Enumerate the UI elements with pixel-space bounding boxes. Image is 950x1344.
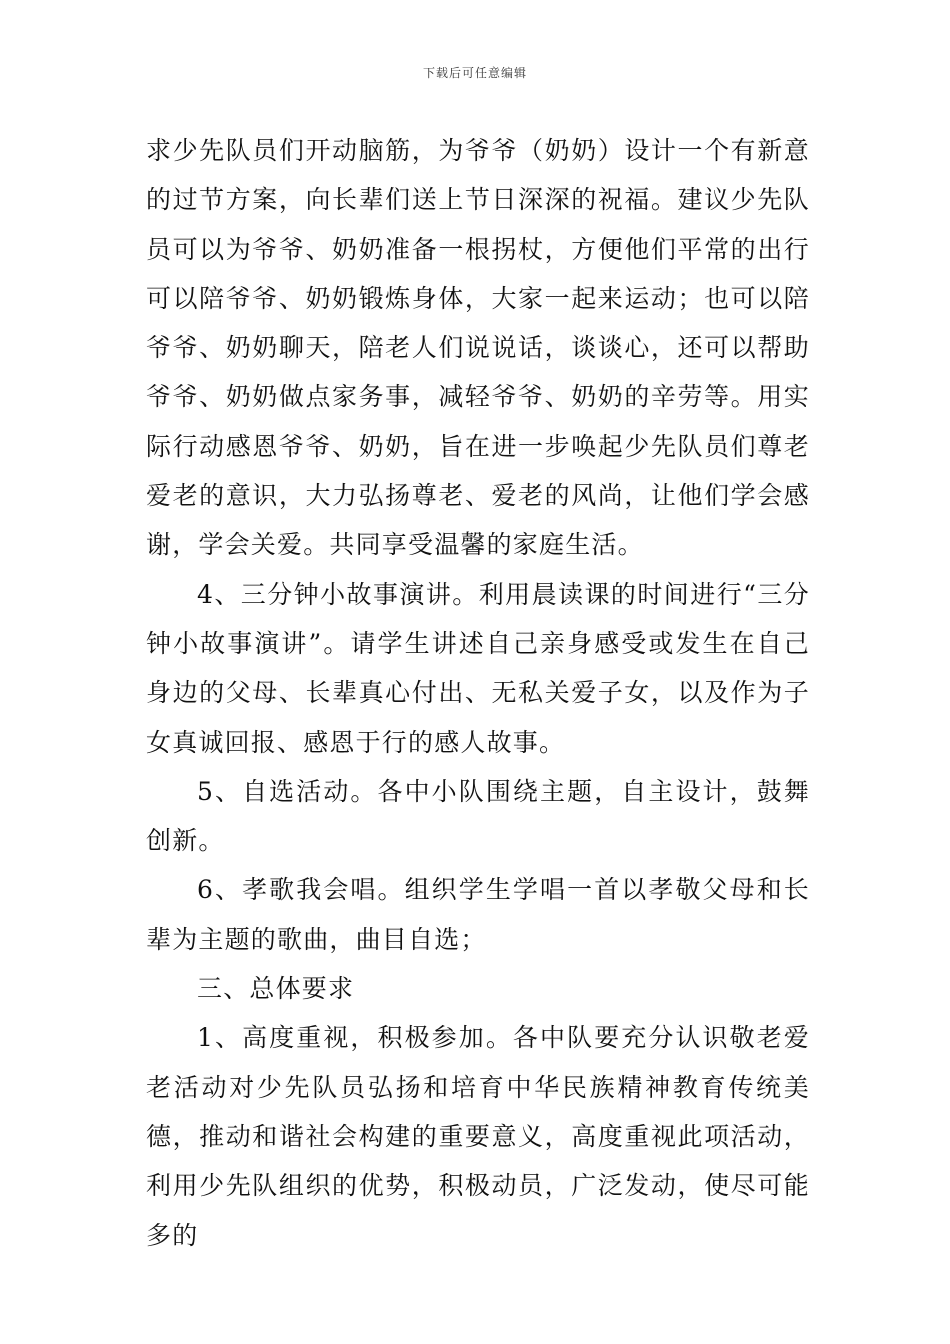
document-body xyxy=(146,126,810,1260)
paragraph-3: 5、自选活动。各中小队围绕主题，自主设计，鼓舞创新。 xyxy=(146,776,810,856)
paragraph-2: 4、三分钟小故事演讲。利用晨读课的时间进行“三分钟小故事演讲”。请学生讲述自己亲身感受或发生在自己身边的父母、长辈真心付出、无私关爱子女，以及作为子女真诚回报、感恩于行的感人故事。 xyxy=(146,579,810,757)
paragraph-5: 1、高度重视，积极参加。各中队要充分认识敬老爱老活动对少先队员弘扬和培育中华民族精神教育传统美德，推动和谐社会构建的重要意义，高度重视此项活动，利用少先队组织的优势，积极动员，广泛发动，使尽可能多的 xyxy=(146,1023,810,1250)
section-heading: 三、总体要求 xyxy=(197,974,355,1004)
page-header: 下载后可任意编辑 xyxy=(422,66,527,80)
paragraph-1: 求少先队员们开动脑筋，为爷爷（奶奶）设计一个有新意的过节方案，向长辈们送上节日深深的祝福。建议少先队员可以为爷爷、奶奶准备一根拐杖，方便他们平常的出行可以陪爷爷、奶奶锻炼身体，大家一起来运动；也可以陪爷爷、奶奶聊天，陪老人们说说话，谈谈心，还可以帮助爷爷、奶奶做点家务事，减轻爷爷、奶奶的辛劳等。用实际行动感恩爷爷、奶奶，旨在进一步唤起少先队员们尊老爱老的意识，大力弘扬尊老、爱老的风尚，让他们学会感谢，学会关爱。共同享受温馨的家庭生活。 xyxy=(146,136,810,560)
paragraph-4: 6、孝歌我会唱。组织学生学唱一首以孝敬父母和长辈为主题的歌曲，曲目自选； xyxy=(146,875,810,954)
